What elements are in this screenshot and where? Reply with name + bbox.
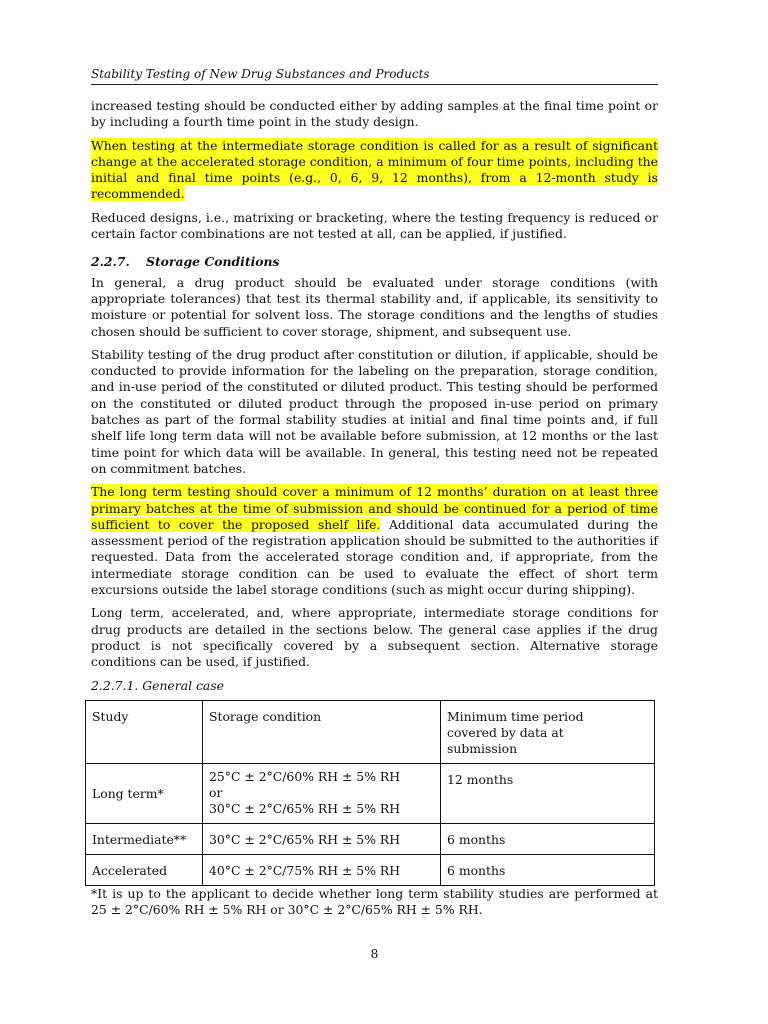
condition-line: 25°C ± 2°C/60% RH ± 5% RH bbox=[209, 768, 401, 784]
table-footnote: *It is up to the applicant to decide whether long term stability studies are performed at 25 ± 2°C/60% RH ± 5% RH or 30°C ± 2°C/65% RH ± 5% RH. bbox=[91, 885, 658, 918]
section-title: Storage Conditions bbox=[146, 254, 280, 270]
highlighted-text: The long term testing should cover a minimum of 12 months’ duration on at least three primary batches at the time of submission and should be continued for a period of time sufficient to cover the proposed shelf life. bbox=[91, 484, 658, 532]
header-title: Stability Testing of New Drug Substances and Products bbox=[91, 67, 430, 81]
header-text: Minimum time period covered by data at submission bbox=[447, 708, 584, 756]
paragraph: Reduced designs, i.e., matrixing or bracketing, where the testing frequency is reduced or certain factor combinations are not tested at all, can be applied, if justified. bbox=[91, 209, 658, 242]
condition-line: 30°C ± 2°C/65% RH ± 5% RH bbox=[209, 800, 401, 816]
table-row bbox=[86, 823, 655, 854]
storage-conditions-table bbox=[85, 700, 655, 886]
section-heading bbox=[91, 254, 658, 270]
table-cell: 6 months bbox=[441, 823, 655, 854]
subsection-heading: 2.2.7.1. General case bbox=[91, 677, 224, 693]
paragraph: increased testing should be conducted either by adding samples at the final time point or by including a fourth time point in the study design. bbox=[91, 98, 658, 130]
table-cell: Intermediate** bbox=[86, 823, 203, 854]
table-cell: Long term* bbox=[86, 763, 203, 823]
table-header-cell: Storage condition bbox=[203, 700, 441, 763]
table-cell bbox=[203, 763, 441, 823]
highlighted-paragraph bbox=[91, 138, 658, 203]
table-row bbox=[86, 763, 655, 823]
table-cell: Accelerated bbox=[86, 854, 203, 885]
table-header-cell: Study bbox=[86, 700, 203, 763]
table-cell: 40°C ± 2°C/75% RH ± 5% RH bbox=[203, 854, 441, 885]
paragraph: In general, a drug product should be evaluated under storage conditions (with appropriate tolerances) that test its thermal stability and, if applicable, its sensitivity to moisture or potential for solvent loss. The storage conditions and the lengths of studies chosen should be sufficient to cover storage, shipment, and subsequent use. bbox=[91, 274, 658, 339]
table-row bbox=[86, 854, 655, 885]
running-header bbox=[91, 67, 658, 85]
table-cell: 30°C ± 2°C/65% RH ± 5% RH bbox=[203, 823, 441, 854]
condition-line: or bbox=[209, 784, 223, 800]
document-body bbox=[91, 98, 658, 925]
section-number: 2.2.7. bbox=[91, 254, 130, 270]
page-number: 8 bbox=[370, 946, 379, 961]
table-header-cell bbox=[441, 700, 655, 763]
paragraph: Long term, accelerated, and, where appropriate, intermediate storage conditions for drug products are detailed in the sections below. The general case applies if the drug product is not specifically covered by a subsequent section. Alternative storage conditions can be used, if justified. bbox=[91, 605, 658, 670]
table-header-row bbox=[86, 700, 655, 763]
table-cell: 12 months bbox=[441, 763, 655, 823]
paragraph-text: Additional data accumulated during the assessment period of the registration application should be submitted to the authorities if requested. Data from the accelerated storage condition and, if appropriate, from the intermediate storage condition can be used to evaluate the effect of short term excursions outside the label storage conditions (such as might occur during shipping). bbox=[91, 516, 658, 598]
highlighted-text: When testing at the intermediate storage condition is called for as a result of significant change at the accelerated storage condition, a minimum of four time points, including the initial and final time points (e.g., 0, 6, 9, 12 months), from a 12-month study is recommended. bbox=[91, 137, 658, 202]
paragraph-with-highlight bbox=[91, 484, 658, 598]
paragraph: Stability testing of the drug product after constitution or dilution, if applicable, should be conducted to provide information for the labeling on the preparation, storage condition, and in-use period of the constituted or diluted product. This testing should be performed on the constituted or diluted product through the proposed in-use period on primary batches as part of the formal stability studies at initial and final time points and, if full shelf life long term data will not be available before submission, at 12 months or the last time point for which data will be available. In general, this testing need not be repeated on commitment batches. bbox=[91, 346, 658, 476]
table-cell: 6 months bbox=[441, 854, 655, 885]
